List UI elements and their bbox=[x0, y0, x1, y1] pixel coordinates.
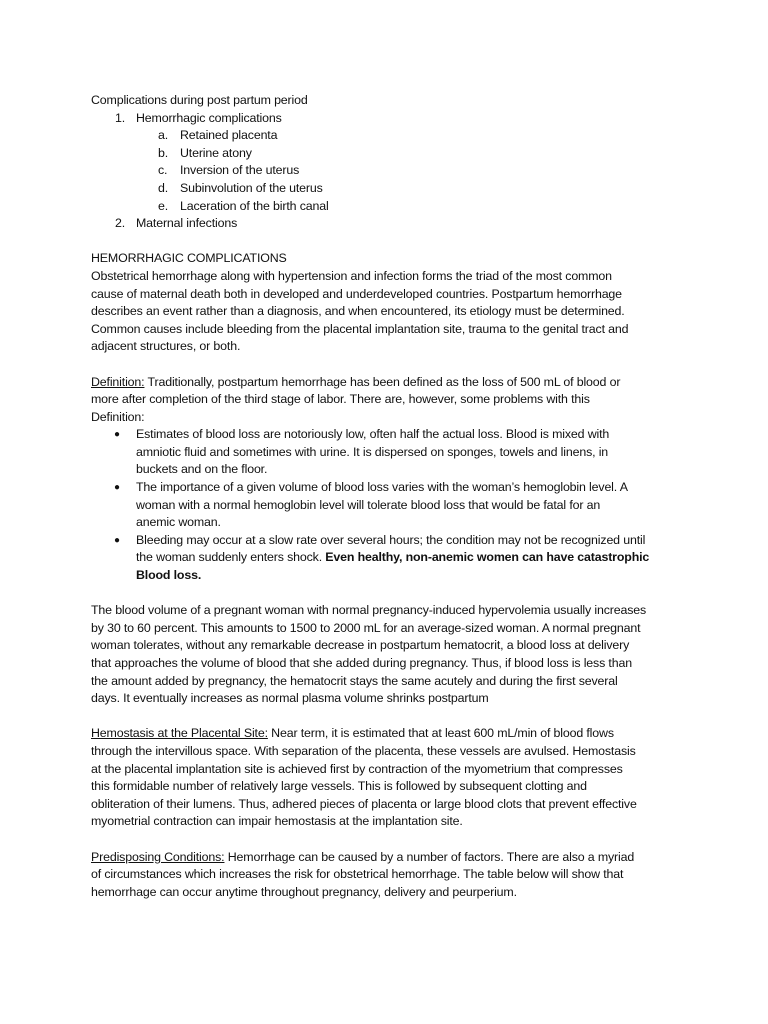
text-line: Blood loss. bbox=[136, 568, 202, 583]
outline-letter: b. bbox=[158, 145, 169, 160]
text-line: days. It eventually increases as normal plasma volume shrinks postpartum bbox=[91, 691, 489, 706]
outline-number: 2. bbox=[115, 216, 126, 231]
section-heading: HEMORRHAGIC COMPLICATIONS bbox=[91, 251, 287, 266]
definition-bullet-list bbox=[91, 426, 691, 584]
outline-subitem bbox=[91, 162, 691, 180]
paragraph-predisposing bbox=[91, 849, 691, 902]
paragraph-definition bbox=[91, 374, 691, 427]
text-line bbox=[91, 849, 691, 867]
outline-letter: c. bbox=[158, 163, 168, 178]
outline-sublabel: Subinvolution of the uterus bbox=[180, 180, 323, 195]
text-line: Estimates of blood loss are notoriously low, often half the actual loss. Blood is mixed with bbox=[136, 427, 610, 442]
list-item bbox=[91, 479, 691, 532]
bullet-emphasis: Even healthy, non-anemic women can have catastrophic bbox=[325, 550, 650, 565]
bullet-icon: ● bbox=[114, 534, 120, 546]
outline-item bbox=[91, 215, 691, 233]
outline-letter: a. bbox=[158, 128, 169, 143]
outline-number: 1. bbox=[115, 110, 126, 125]
paragraph-hemostasis bbox=[91, 725, 691, 831]
spacer bbox=[91, 831, 691, 849]
text-line bbox=[91, 374, 691, 392]
list-item bbox=[91, 426, 691, 479]
text-line: Common causes include bleeding from the placental implantation site, trauma to the genital tract and bbox=[91, 321, 629, 336]
outline-subitem bbox=[91, 180, 691, 198]
list-item bbox=[91, 532, 691, 585]
text-line: The blood volume of a pregnant woman with normal pregnancy-induced hypervolemia usually increases bbox=[91, 603, 647, 618]
bullet-text: the woman suddenly enters shock. bbox=[136, 550, 326, 565]
predisposing-text: Hemorrhage can be caused by a number of factors. There are also a myriad bbox=[224, 849, 635, 864]
outline-subitem bbox=[91, 145, 691, 163]
outline-item bbox=[91, 110, 691, 128]
spacer bbox=[91, 708, 691, 726]
outline-label: Hemorrhagic complications bbox=[136, 110, 282, 125]
outline-sublabel: Laceration of the birth canal bbox=[180, 198, 329, 213]
text-line: Definition: bbox=[91, 409, 145, 424]
paragraph-blood-volume bbox=[91, 602, 691, 708]
text-line: woman tolerates, without any remarkable decrease in postpartum hematocrit, a blood loss at delivery bbox=[91, 638, 630, 653]
text-line: hemorrhage can occur anytime throughout pregnancy, delivery and peurperium. bbox=[91, 884, 517, 899]
text-line: adjacent structures, or both. bbox=[91, 339, 241, 354]
text-line: myometrial contraction can impair hemostasis at the implantation site. bbox=[91, 814, 463, 829]
text-line: of circumstances which increases the risk for obstetrical hemorrhage. The table below will show that bbox=[91, 867, 624, 882]
text-line: anemic woman. bbox=[136, 515, 221, 530]
text-line: Obstetrical hemorrhage along with hypertension and infection forms the triad of the most common bbox=[91, 268, 612, 283]
definition-text: Traditionally, postpartum hemorrhage has been defined as the loss of 500 mL of blood or bbox=[144, 374, 621, 389]
text-line: Bleeding may occur at a slow rate over several hours; the condition may not be recognized until bbox=[136, 532, 646, 547]
text-line: by 30 to 60 percent. This amounts to 1500 to 2000 mL for an average-sized woman. A normal pregnant bbox=[91, 620, 641, 635]
outline-heading: Complications during post partum period bbox=[91, 93, 308, 107]
spacer bbox=[91, 233, 691, 251]
outline-sublabel: Retained placenta bbox=[180, 128, 278, 143]
text-line: this formidable number of relatively large vessels. This is followed by subsequent clotting and bbox=[91, 779, 587, 794]
text-line: describes an event rather than a diagnosis, and when encountered, its etiology must be determined. bbox=[91, 304, 625, 319]
outline-label: Maternal infections bbox=[136, 216, 238, 231]
outline-letter: e. bbox=[158, 198, 169, 213]
bullet-icon: ● bbox=[114, 429, 120, 441]
text-line: more after completion of the third stage of labor. There are, however, some problems with this bbox=[91, 392, 590, 407]
hemostasis-text: Near term, it is estimated that at least 600 mL/min of blood flows bbox=[267, 726, 614, 741]
definition-label: Definition: bbox=[91, 374, 145, 389]
outline-letter: d. bbox=[158, 180, 169, 195]
text-line: at the placental implantation site is achieved first by contraction of the myometrium that compresses bbox=[91, 761, 623, 776]
document-page bbox=[91, 92, 691, 901]
text-line: amniotic fluid and sometimes with urine. It is dispersed on sponges, towels and linens, in bbox=[136, 444, 609, 459]
hemostasis-label: Hemostasis at the Placental Site: bbox=[91, 726, 268, 741]
outline-sublabel: Uterine atony bbox=[180, 145, 252, 160]
predisposing-label: Predisposing Conditions: bbox=[91, 849, 225, 864]
text-line: that approaches the volume of blood that she added during pregnancy. Thus, if blood loss is less than bbox=[91, 656, 632, 670]
outline-sublabel: Inversion of the uterus bbox=[180, 163, 300, 178]
text-line: The importance of a given volume of blood loss varies with the woman’s hemoglobin level. A bbox=[136, 480, 628, 495]
text-line: woman with a normal hemoglobin level will tolerate blood loss that would be fatal for an bbox=[136, 497, 601, 512]
text-line: through the intervillous space. With separation of the placenta, these vessels are avulsed. Hemostasis bbox=[91, 743, 636, 758]
text-line: the amount added by pregnancy, the hematocrit stays the same acutely and during the first several bbox=[91, 673, 618, 688]
outline-subitem bbox=[91, 127, 691, 145]
text-line bbox=[91, 725, 691, 743]
spacer bbox=[91, 356, 691, 374]
text-line: obliteration of their lumens. Thus, adhered pieces of placenta or large blood clots that prevent effective bbox=[91, 796, 637, 811]
text-line: buckets and on the floor. bbox=[136, 462, 268, 477]
bullet-icon: ● bbox=[114, 482, 120, 494]
paragraph-hemorrhagic bbox=[91, 268, 691, 356]
outline-subitem bbox=[91, 198, 691, 216]
text-line: cause of maternal death both in developed and underdeveloped countries. Postpartum hemorrhage bbox=[91, 286, 622, 301]
spacer bbox=[91, 585, 691, 603]
text-line bbox=[136, 549, 691, 567]
